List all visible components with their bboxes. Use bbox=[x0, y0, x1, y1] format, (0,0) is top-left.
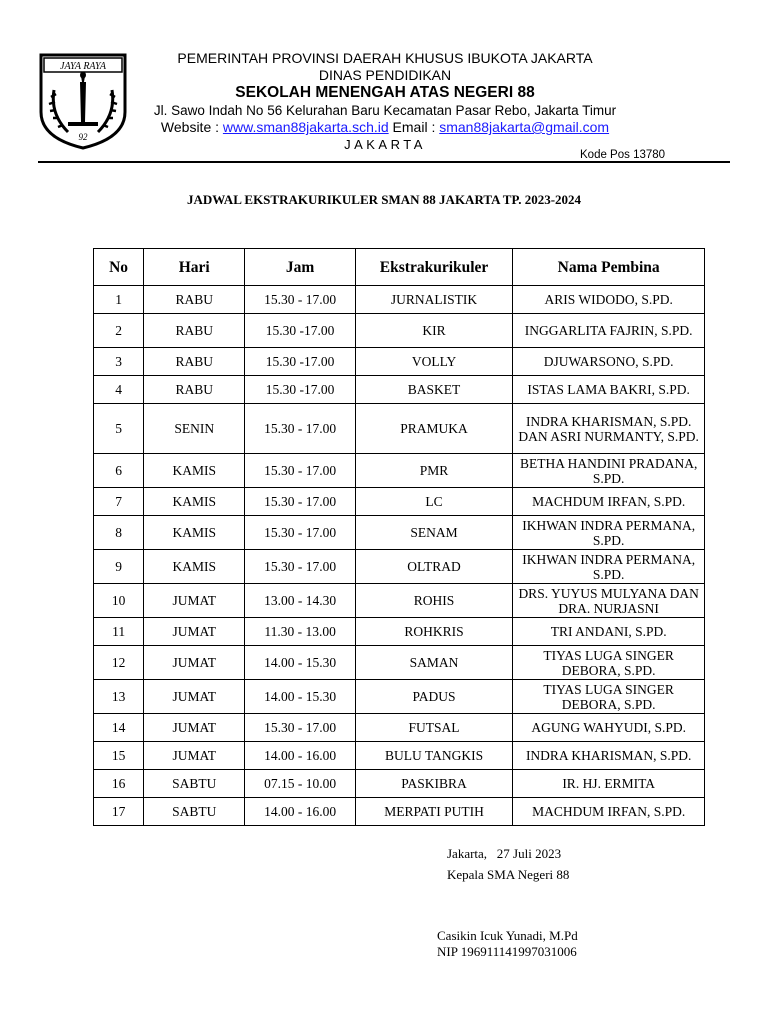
header-hari: Hari bbox=[144, 249, 245, 286]
row-no: 8 bbox=[94, 516, 144, 550]
table-row bbox=[94, 404, 705, 454]
row-ekstrakurikuler: JURNALISTIK bbox=[355, 286, 512, 314]
row-no: 12 bbox=[94, 646, 144, 680]
row-ekstrakurikuler: ROHIS bbox=[355, 584, 512, 618]
row-nama-pembina: DRS. YUYUS MULYANA DAN DRA. NURJASNI bbox=[513, 584, 705, 618]
row-hari: KAMIS bbox=[144, 516, 245, 550]
document-title: JADWAL EKSTRAKURIKULER SMAN 88 JAKARTA TP. 2023-2024 bbox=[186, 192, 582, 207]
row-jam: 15.30 - 17.00 bbox=[245, 516, 355, 550]
row-ekstrakurikuler: SAMAN bbox=[355, 646, 512, 680]
table-row bbox=[94, 516, 705, 550]
row-ekstrakurikuler: PADUS bbox=[355, 680, 512, 714]
table-header-row bbox=[94, 249, 705, 286]
row-jam: 15.30 - 17.00 bbox=[245, 286, 355, 314]
table-row bbox=[94, 488, 705, 516]
row-hari: JUMAT bbox=[144, 646, 245, 680]
row-ekstrakurikuler: BASKET bbox=[355, 376, 512, 404]
row-hari: SABTU bbox=[144, 798, 245, 826]
signature-name: Casikin Icuk Yunadi, M.Pd bbox=[437, 928, 578, 943]
row-jam: 15.30 - 17.00 bbox=[245, 714, 355, 742]
table-row bbox=[94, 348, 705, 376]
school-name: SEKOLAH MENENGAH ATAS NEGERI 88 bbox=[235, 84, 535, 101]
row-hari: RABU bbox=[144, 286, 245, 314]
row-nama-pembina: AGUNG WAHYUDI, S.PD. bbox=[513, 714, 705, 742]
signature-position: Kepala SMA Negeri 88 bbox=[447, 867, 570, 882]
row-ekstrakurikuler: PMR bbox=[355, 454, 512, 488]
row-no: 6 bbox=[94, 454, 144, 488]
row-jam: 14.00 - 15.30 bbox=[245, 680, 355, 714]
row-nama-pembina: INDRA KHARISMAN, S.PD. DAN ASRI NURMANTY, S.PD. bbox=[513, 404, 705, 454]
row-ekstrakurikuler: SENAM bbox=[355, 516, 512, 550]
row-hari: RABU bbox=[144, 348, 245, 376]
schedule-table bbox=[93, 248, 705, 826]
row-no: 4 bbox=[94, 376, 144, 404]
website-link[interactable]: www.sman88jakarta.sch.id bbox=[222, 119, 389, 135]
row-hari: SABTU bbox=[144, 770, 245, 798]
letterhead-divider bbox=[38, 161, 730, 163]
signature-place-date: Jakarta, 27 Juli 2023 bbox=[447, 846, 562, 861]
postal-code: Kode Pos 13780 bbox=[580, 149, 666, 161]
row-nama-pembina: INDRA KHARISMAN, S.PD. bbox=[513, 742, 705, 770]
table-row bbox=[94, 376, 705, 404]
letterhead bbox=[130, 50, 640, 153]
row-no: 9 bbox=[94, 550, 144, 584]
row-hari: KAMIS bbox=[144, 488, 245, 516]
website-label: Website : bbox=[160, 119, 223, 135]
table-row bbox=[94, 742, 705, 770]
table-row bbox=[94, 798, 705, 826]
row-hari: RABU bbox=[144, 376, 245, 404]
row-jam: 15.30 -17.00 bbox=[245, 376, 355, 404]
row-jam: 13.00 - 14.30 bbox=[245, 584, 355, 618]
row-no: 14 bbox=[94, 714, 144, 742]
row-ekstrakurikuler: VOLLY bbox=[355, 348, 512, 376]
row-no: 13 bbox=[94, 680, 144, 714]
row-jam: 11.30 - 13.00 bbox=[245, 618, 355, 646]
row-nama-pembina: ISTAS LAMA BAKRI, S.PD. bbox=[513, 376, 705, 404]
row-jam: 15.30 -17.00 bbox=[245, 314, 355, 348]
row-jam: 15.30 - 17.00 bbox=[245, 550, 355, 584]
row-nama-pembina: TRI ANDANI, S.PD. bbox=[513, 618, 705, 646]
email-link[interactable]: sman88jakarta@gmail.com bbox=[439, 119, 610, 135]
table-row bbox=[94, 714, 705, 742]
row-no: 2 bbox=[94, 314, 144, 348]
row-no: 17 bbox=[94, 798, 144, 826]
row-nama-pembina: IR. HJ. ERMITA bbox=[513, 770, 705, 798]
row-ekstrakurikuler: OLTRAD bbox=[355, 550, 512, 584]
row-no: 10 bbox=[94, 584, 144, 618]
row-no: 11 bbox=[94, 618, 144, 646]
row-jam: 14.00 - 15.30 bbox=[245, 646, 355, 680]
table-row bbox=[94, 646, 705, 680]
table-row bbox=[94, 314, 705, 348]
row-jam: 07.15 - 10.00 bbox=[245, 770, 355, 798]
contact-line bbox=[130, 119, 640, 136]
signature-nip: NIP 196911141997031006 bbox=[437, 944, 577, 959]
table-row bbox=[94, 286, 705, 314]
row-ekstrakurikuler: MERPATI PUTIH bbox=[355, 798, 512, 826]
row-nama-pembina: INGGARLITA FAJRIN, S.PD. bbox=[513, 314, 705, 348]
row-ekstrakurikuler: PASKIBRA bbox=[355, 770, 512, 798]
row-nama-pembina: IKHWAN INDRA PERMANA, S.PD. bbox=[513, 516, 705, 550]
row-nama-pembina: BETHA HANDINI PRADANA, S.PD. bbox=[513, 454, 705, 488]
row-no: 15 bbox=[94, 742, 144, 770]
dki-jakarta-logo bbox=[38, 52, 128, 150]
city-name: JAKARTA bbox=[344, 137, 426, 152]
row-no: 7 bbox=[94, 488, 144, 516]
row-ekstrakurikuler: ROHKRIS bbox=[355, 618, 512, 646]
row-hari: JUMAT bbox=[144, 584, 245, 618]
row-jam: 15.30 - 17.00 bbox=[245, 404, 355, 454]
row-hari: JUMAT bbox=[144, 714, 245, 742]
row-jam: 15.30 - 17.00 bbox=[245, 454, 355, 488]
row-hari: RABU bbox=[144, 314, 245, 348]
header-jam: Jam bbox=[245, 249, 355, 286]
row-ekstrakurikuler: LC bbox=[355, 488, 512, 516]
header-nama-pembina: Nama Pembina bbox=[513, 249, 705, 286]
row-ekstrakurikuler: FUTSAL bbox=[355, 714, 512, 742]
row-hari: SENIN bbox=[144, 404, 245, 454]
row-nama-pembina: IKHWAN INDRA PERMANA, S.PD. bbox=[513, 550, 705, 584]
email-label: Email : bbox=[388, 119, 440, 135]
table-row bbox=[94, 618, 705, 646]
header-no: No bbox=[94, 249, 144, 286]
row-no: 3 bbox=[94, 348, 144, 376]
table-row bbox=[94, 454, 705, 488]
row-nama-pembina: MACHDUM IRFAN, S.PD. bbox=[513, 798, 705, 826]
logo-motto: JAYA RAYA bbox=[60, 61, 106, 72]
row-ekstrakurikuler: BULU TANGKIS bbox=[355, 742, 512, 770]
row-nama-pembina: TIYAS LUGA SINGER DEBORA, S.PD. bbox=[513, 646, 705, 680]
table-row bbox=[94, 770, 705, 798]
row-hari: KAMIS bbox=[144, 550, 245, 584]
row-jam: 15.30 -17.00 bbox=[245, 348, 355, 376]
department-name: DINAS PENDIDIKAN bbox=[318, 67, 452, 83]
row-nama-pembina: MACHDUM IRFAN, S.PD. bbox=[513, 488, 705, 516]
row-no: 1 bbox=[94, 286, 144, 314]
row-jam: 14.00 - 16.00 bbox=[245, 742, 355, 770]
row-ekstrakurikuler: KIR bbox=[355, 314, 512, 348]
logo-number: 92 bbox=[78, 132, 88, 142]
header-ekstrakurikuler: Ekstrakurikuler bbox=[355, 249, 512, 286]
row-no: 16 bbox=[94, 770, 144, 798]
row-jam: 14.00 - 16.00 bbox=[245, 798, 355, 826]
row-jam: 15.30 - 17.00 bbox=[245, 488, 355, 516]
row-hari: JUMAT bbox=[144, 680, 245, 714]
row-hari: JUMAT bbox=[144, 618, 245, 646]
row-nama-pembina: TIYAS LUGA SINGER DEBORA, S.PD. bbox=[513, 680, 705, 714]
row-ekstrakurikuler: PRAMUKA bbox=[355, 404, 512, 454]
school-address: Jl. Sawo Indah No 56 Kelurahan Baru Kecamatan Pasar Rebo, Jakarta Timur bbox=[153, 103, 617, 118]
government-name: PEMERINTAH PROVINSI DAERAH KHUSUS IBUKOTA JAKARTA bbox=[177, 50, 593, 66]
table-row bbox=[94, 680, 705, 714]
table-row bbox=[94, 584, 705, 618]
table-row bbox=[94, 550, 705, 584]
row-hari: KAMIS bbox=[144, 454, 245, 488]
row-nama-pembina: ARIS WIDODO, S.PD. bbox=[513, 286, 705, 314]
row-no: 5 bbox=[94, 404, 144, 454]
row-nama-pembina: DJUWARSONO, S.PD. bbox=[513, 348, 705, 376]
row-hari: JUMAT bbox=[144, 742, 245, 770]
